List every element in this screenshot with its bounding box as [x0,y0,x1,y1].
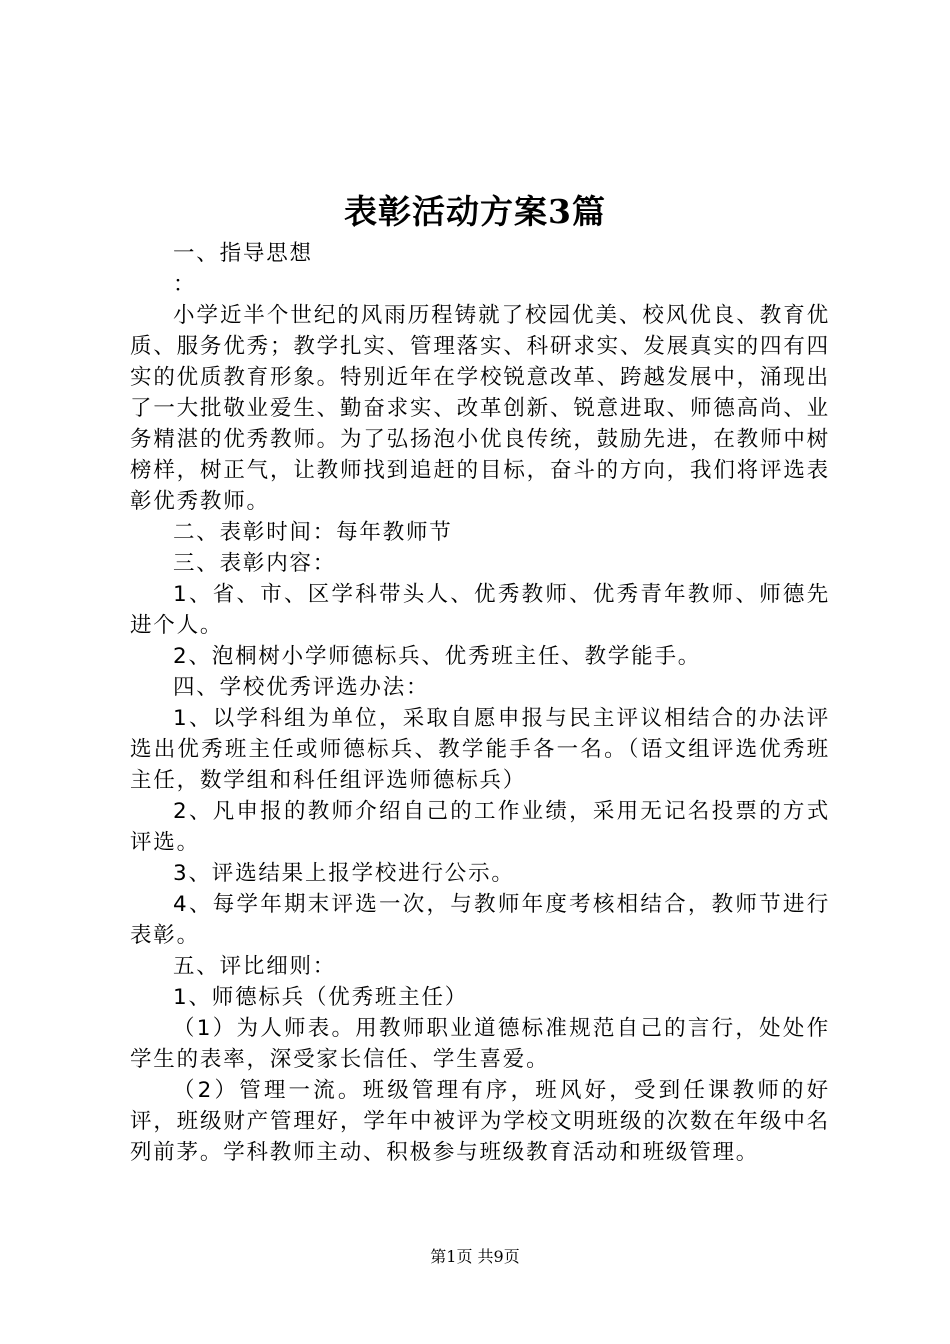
paragraph: 一、指导思想 [173,241,313,266]
paragraph: 1、以学科组为单位，采取自愿申报与民主评议相结合的办法评选出优秀班主任或师德标兵、教学能手各一名。（语文组评选优秀班主任，数学组和科任组评选师德标兵） [130,706,830,793]
document-title: 表彰活动方案3篇 [344,192,606,231]
paragraph: 二、表彰时间：每年教师节 [173,520,453,545]
paragraph: （1）为人师表。用教师职业道德标准规范自己的言行，处处作学生的表率，深受家长信任、学生喜爱。 [130,1016,830,1072]
paragraph: 小学近半个世纪的风雨历程铸就了校园优美、校风优良、教育优质、服务优秀；教学扎实、管理落实、科研求实、发展真实的四有四实的优质教育形象。特别近年在学校锐意改革、跨越发展中，涌现出了一大批敬业爱生、勤奋求实、改革创新、锐意进取、师德高尚、业务精湛的优秀教师。为了弘扬泡小优良传统，鼓励先进，在教师中树榜样，树正气，让教师找到追赶的目标，奋斗的方向，我们将评选表彰优秀教师。 [130,303,830,514]
paragraph: 四、学校优秀评选办法： [173,675,430,700]
paragraph: 三、表彰内容： [173,551,337,576]
paragraph: 4、每学年期末评选一次，与教师年度考核相结合，教师节进行表彰。 [130,892,830,948]
paragraph: 2、泡桐树小学师德标兵、优秀班主任、教学能手。 [173,644,702,669]
paragraph: 1、省、市、区学科带头人、优秀教师、优秀青年教师、师德先进个人。 [130,582,830,638]
paragraph: 五、评比细则： [173,954,337,979]
paragraph: 2、凡申报的教师介绍自己的工作业绩，采用无记名投票的方式评选。 [130,799,830,855]
paragraph: 3、评选结果上报学校进行公示。 [173,861,515,886]
paragraph: ： [173,272,197,297]
paragraph: （2）管理一流。班级管理有序，班风好，受到任课教师的好评，班级财产管理好，学年中被评为学校文明班级的次数在年级中名列前茅。学科教师主动、积极参与班级教育活动和班级管理。 [130,1078,830,1165]
page-footer: 第1页 共9页 [430,1247,520,1266]
document-body [130,238,830,1168]
paragraph: 1、师德标兵（优秀班主任） [173,985,469,1010]
